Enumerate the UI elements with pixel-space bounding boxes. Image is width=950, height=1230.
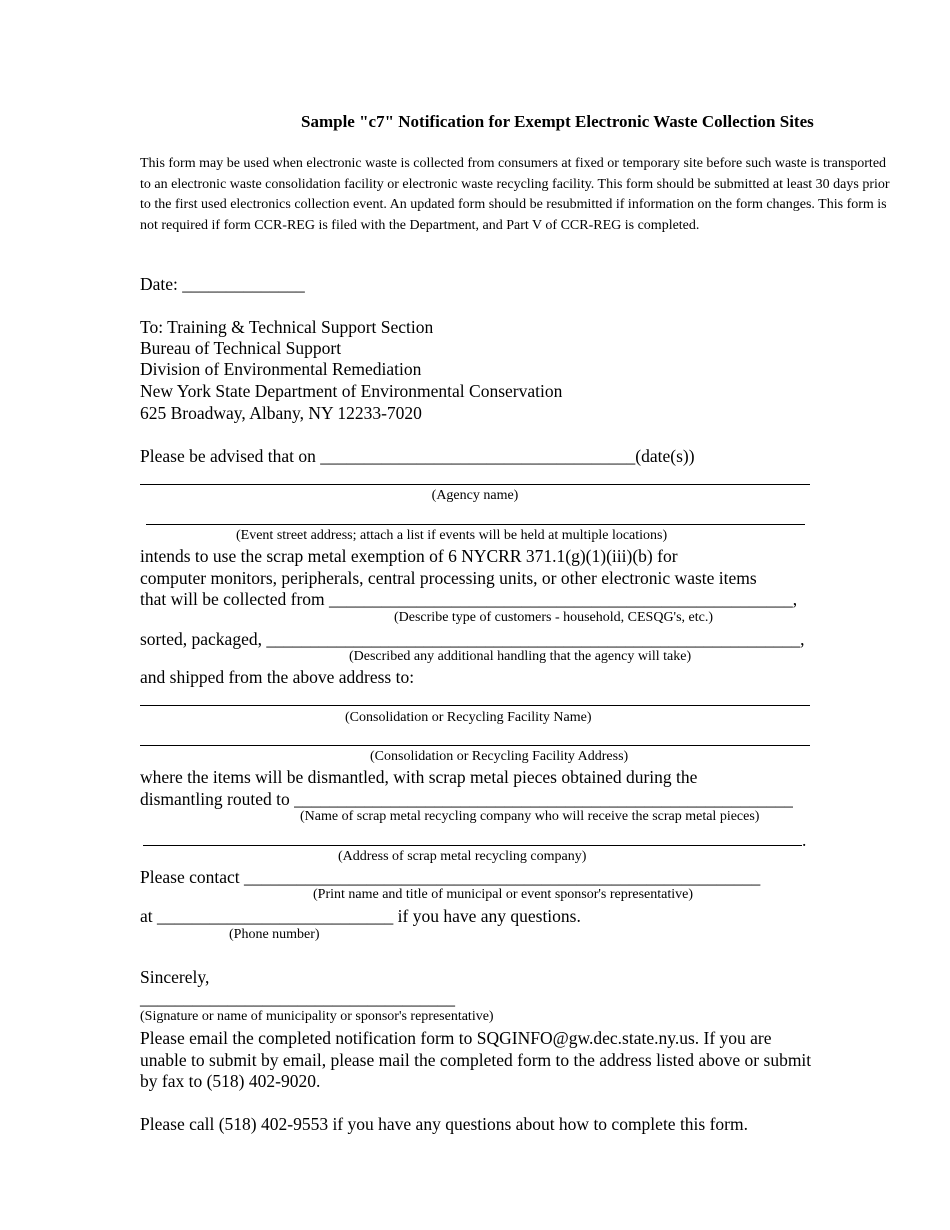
scrap-address-caption: (Address of scrap metal recycling company) bbox=[338, 849, 587, 864]
facility-address-caption: (Consolidation or Recycling Facility Address) bbox=[370, 749, 629, 764]
phone-caption: (Phone number) bbox=[229, 927, 320, 942]
facility-name-caption: (Consolidation or Recycling Facility Name) bbox=[345, 710, 592, 725]
scrap-address-line[interactable] bbox=[143, 845, 802, 846]
body-text: computer monitors, peripherals, central processing units, or other electronic waste items bbox=[140, 568, 757, 588]
date-field[interactable]: Date: ______________ bbox=[140, 274, 305, 294]
customers-field[interactable]: that will be collected from _____________________________________________________, bbox=[140, 589, 798, 609]
form-title: Sample "c7" Notification for Exempt Electronic Waste Collection Sites bbox=[301, 112, 814, 131]
event-address-caption: (Event street address; attach a list if events will be held at multiple locations) bbox=[236, 528, 668, 543]
address-line: 625 Broadway, Albany, NY 12233-7020 bbox=[140, 403, 422, 423]
contact-field[interactable]: Please contact ___________________________________________________________ bbox=[140, 867, 761, 887]
period: . bbox=[802, 830, 807, 850]
phone-field[interactable]: at ___________________________ if you have any questions. bbox=[140, 906, 581, 926]
facility-name-line[interactable] bbox=[140, 705, 810, 706]
address-line: New York State Department of Environmental Conservation bbox=[140, 381, 563, 401]
call-instructions: Please call (518) 402-9553 if you have any questions about how to complete this form. bbox=[140, 1114, 748, 1134]
agency-name-line[interactable] bbox=[140, 484, 810, 485]
representative-caption: (Print name and title of municipal or event sponsor's representative) bbox=[313, 887, 694, 902]
scrap-company-field[interactable]: dismantling routed to _________________________________________________________ bbox=[140, 789, 793, 809]
event-address-line[interactable] bbox=[146, 524, 805, 525]
intro-paragraph: This form may be used when electronic waste is collected from consumers at fixed or temporary site before such waste is transported to an electronic waste consolidation facility or electronic waste recycling facility. This form should be submitted at least 30 days prior to the first used electronics collection event. An updated form should be resubmitted if information on the form changes. This form is not required if form CCR-REG is filed with the Department, and Part V of CCR-REG is completed. bbox=[140, 156, 890, 233]
signature-caption: (Signature or name of municipality or sponsor's representative) bbox=[140, 1009, 494, 1024]
agency-caption: (Agency name) bbox=[431, 488, 519, 503]
body-text: intends to use the scrap metal exemption of 6 NYCRR 371.1(g)(1)(iii)(b) for bbox=[140, 546, 678, 566]
address-line: To: Training & Technical Support Section bbox=[140, 317, 434, 337]
email-instructions: unable to submit by email, please mail the completed form to the address listed above or submit bbox=[140, 1050, 812, 1070]
customers-caption: (Describe type of customers - household, CESQG's, etc.) bbox=[394, 610, 714, 625]
signature-line[interactable]: ____________________________________ bbox=[140, 988, 455, 1008]
advised-date-field[interactable]: Please be advised that on ____________________________________(date(s)) bbox=[140, 446, 695, 466]
address-line: Division of Environmental Remediation bbox=[140, 359, 422, 379]
address-line: Bureau of Technical Support bbox=[140, 338, 342, 358]
facility-address-line[interactable] bbox=[140, 745, 810, 746]
sincerely: Sincerely, bbox=[140, 967, 210, 987]
scrap-company-caption: (Name of scrap metal recycling company who will receive the scrap metal pieces) bbox=[300, 809, 760, 824]
email-instructions: Please email the completed notification form to SQGINFO@gw.dec.state.ny.us. If you are bbox=[140, 1028, 772, 1048]
handling-field[interactable]: sorted, packaged, _____________________________________________________________, bbox=[140, 629, 805, 649]
body-text: and shipped from the above address to: bbox=[140, 667, 415, 687]
email-instructions: by fax to (518) 402-9020. bbox=[140, 1071, 321, 1091]
handling-caption: (Described any additional handling that the agency will take) bbox=[349, 649, 692, 664]
body-text: where the items will be dismantled, with scrap metal pieces obtained during the bbox=[140, 767, 698, 787]
